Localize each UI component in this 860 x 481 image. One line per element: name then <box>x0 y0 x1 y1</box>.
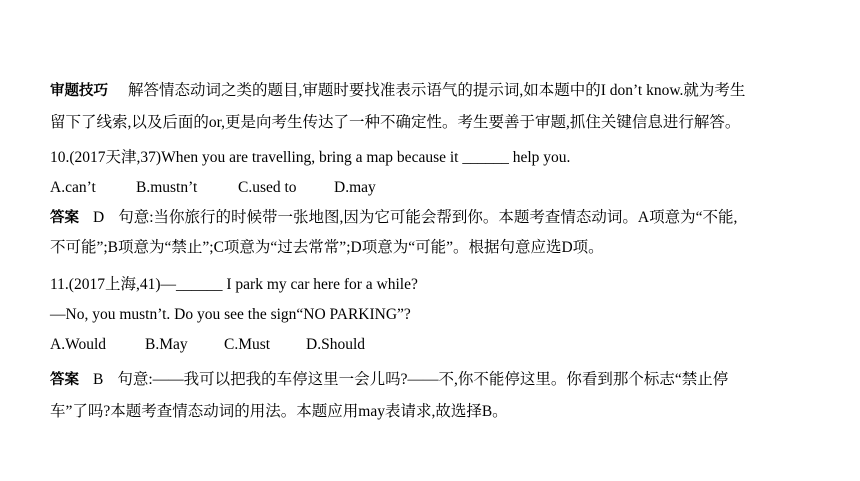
tip-label: 审题技巧 <box>50 83 108 99</box>
q10-answer-letter: D <box>93 209 105 226</box>
q11-answer-label: 答案 <box>50 372 79 388</box>
question-10-stem: 10.(2017天津,37)When you are travelling, bring a map because it ______ help you. <box>50 149 571 166</box>
q10-option-d: D.may <box>334 179 376 196</box>
q10-option-b: B.mustn’t <box>136 179 198 196</box>
question-10-options <box>50 178 376 198</box>
q11-answer-letter: B <box>93 371 104 388</box>
q11-explanation-line-2: 车”了吗?本题考查情态动词的用法。本题应用may表请求,故选择B。 <box>50 403 508 420</box>
tip-line-2: 留下了线索,以及后面的or,更是向考生传达了一种不确定性。考生要善于审题,抓住关键信息进行解答。 <box>50 114 741 131</box>
q11-option-c: C.Must <box>224 336 271 353</box>
q10-option-c: C.used to <box>238 179 297 196</box>
q11-option-b: B.May <box>145 336 188 353</box>
q10-answer-label: 答案 <box>50 210 79 226</box>
question-11-reply: —No, you mustn’t. Do you see the sign“NO PARKING”? <box>50 306 411 323</box>
q10-explanation-line-1: 句意:当你旅行的时候带一张地图,因为它可能会帮到你。本题考查情态动词。A项意为“不能, <box>118 209 738 226</box>
q10-answer-line-1 <box>50 208 737 228</box>
q11-option-d: D.Should <box>306 336 365 353</box>
tip-line-1 <box>50 81 745 101</box>
q10-explanation-line-2: 不可能”;B项意为“禁止”;C项意为“过去常常”;D项意为“可能”。根据句意应选D项。 <box>50 239 604 256</box>
tip-text-line-1: 解答情态动词之类的题目,审题时要找准表示语气的提示词,如本题中的I don’t know.就为考生 <box>128 82 746 99</box>
question-11-stem: 11.(2017上海,41)—______ I park my car here for a while? <box>50 276 418 293</box>
q11-explanation-line-1: 句意:——我可以把我的车停这里一会儿吗?——不,你不能停这里。你看到那个标志“禁止停 <box>117 371 729 388</box>
question-11-options <box>50 335 365 355</box>
q11-answer-line-1 <box>50 370 728 390</box>
q11-option-a: A.Would <box>50 336 107 353</box>
q10-option-a: A.can’t <box>50 179 96 196</box>
